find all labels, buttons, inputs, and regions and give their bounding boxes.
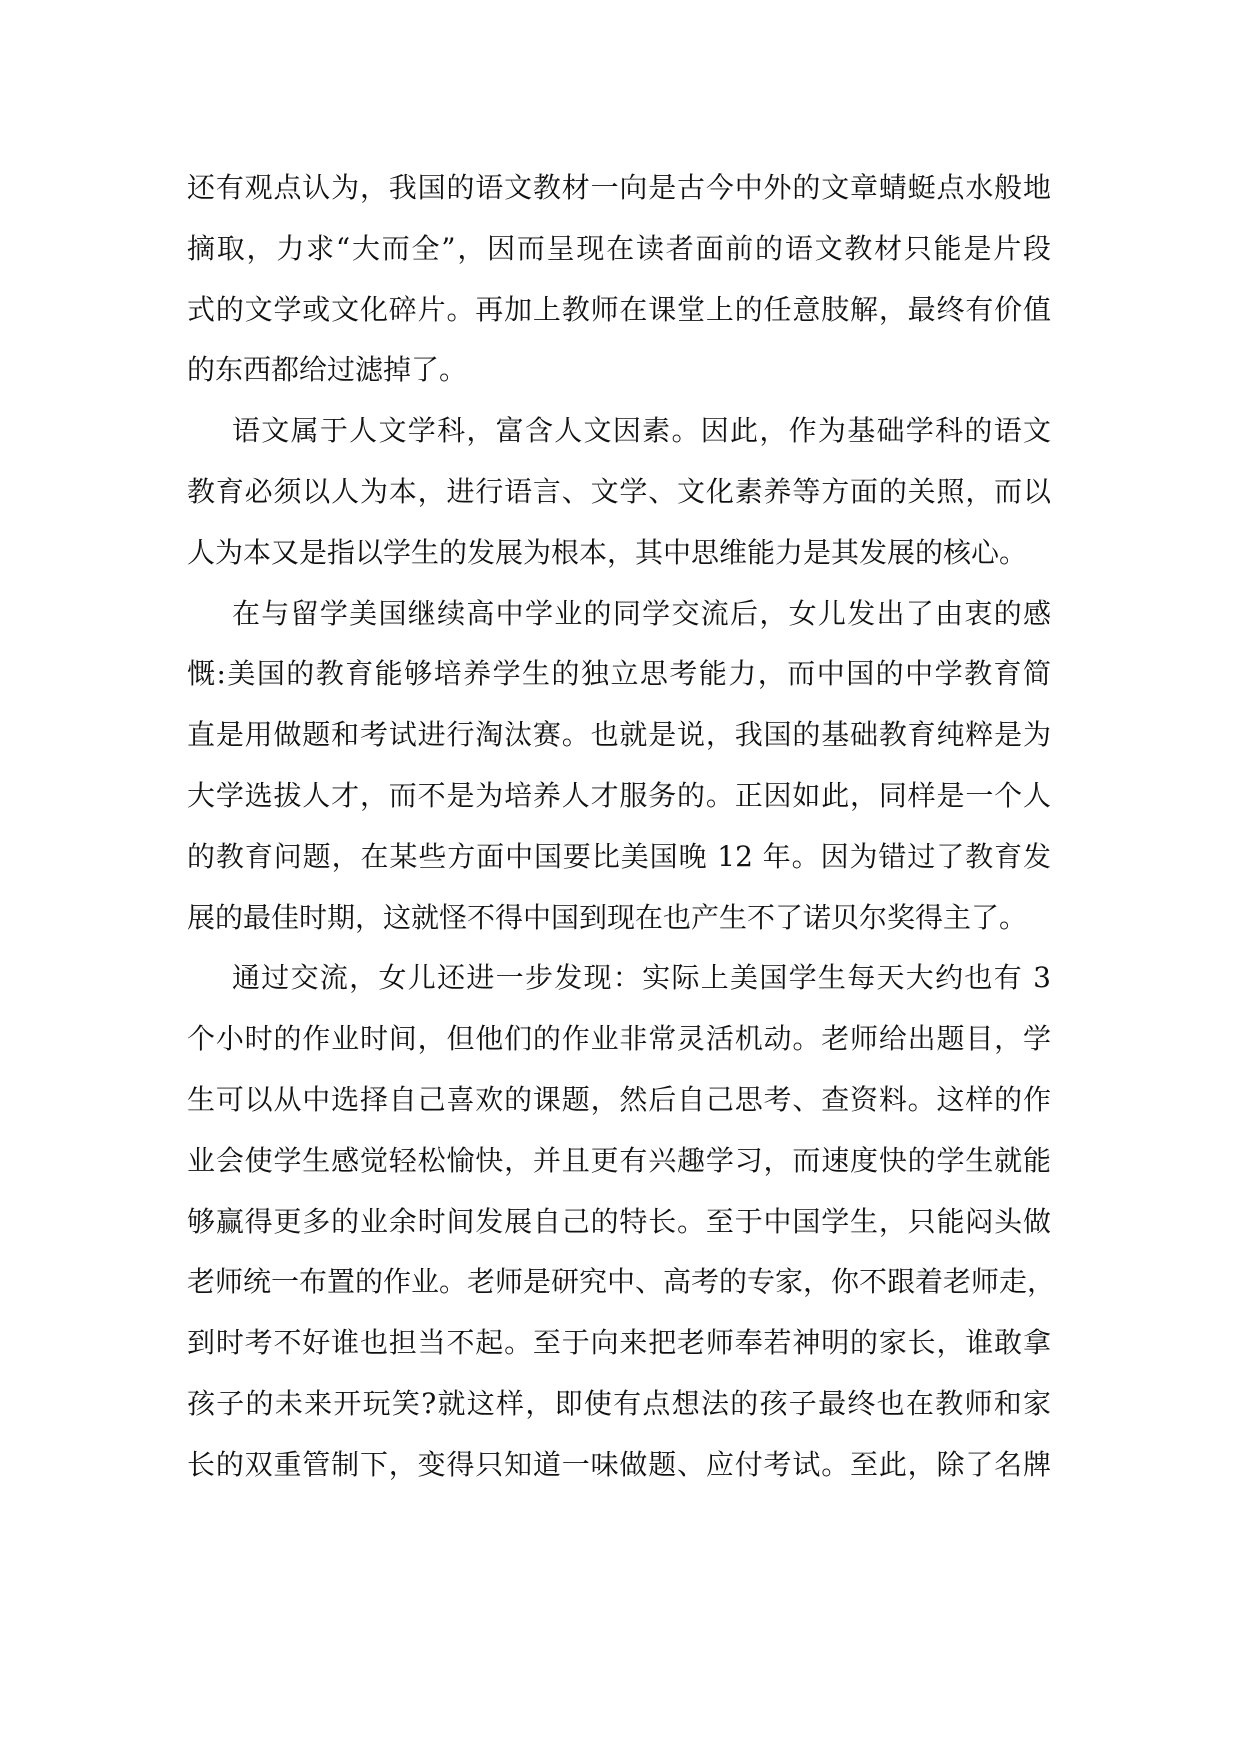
text-line: 够赢得更多的业余时间发展自己的特长。至于中国学生，只能闷头做 [187,1204,1051,1238]
text-line: 通过交流，女儿还进一步发现：实际上美国学生每天大约也有 3 [232,961,1051,995]
text-line: 业会使学生感觉轻松愉快，并且更有兴趣学习，而速度快的学生就能 [187,1143,1051,1177]
text-line: 个小时的作业时间，但他们的作业非常灵活机动。老师给出题目，学 [187,1022,1051,1056]
text-line: 的教育问题，在某些方面中国要比美国晚 12 年。因为错过了教育发 [187,839,1051,873]
text-line: 在与留学美国继续高中学业的同学交流后，女儿发出了由衷的感 [232,596,1051,630]
text-line: 孩子的未来开玩笑?就这样，即使有点想法的孩子最终也在教师和家 [187,1386,1051,1420]
text-line: 的东西都给过滤掉了。 [187,353,468,387]
text-line: 展的最佳时期，这就怪不得中国到现在也产生不了诺贝尔奖得主了。 [187,900,1028,934]
text-line: 到时考不好谁也担当不起。至于向来把老师奉若神明的家长，谁敢拿 [187,1326,1051,1360]
body-text [187,158,1056,1496]
text-line: 直是用做题和考试进行淘汰赛。也就是说，我国的基础教育纯粹是为 [187,718,1051,752]
text-line: 语文属于人文学科，富含人文因素。因此，作为基础学科的语文 [232,414,1051,448]
text-line: 摘取，力求“大而全”，因而呈现在读者面前的语文教材只能是片段 [187,231,1051,265]
text-line: 慨:美国的教育能够培养学生的独立思考能力，而中国的中学教育简 [187,657,1051,691]
text-line: 大学选拔人才，而不是为培养人才服务的。正因如此，同样是一个人 [187,778,1051,812]
text-line: 人为本又是指以学生的发展为根本，其中思维能力是其发展的核心。 [187,535,1028,569]
text-line: 老师统一布置的作业。老师是研究中、高考的专家，你不跟着老师走， [187,1265,1056,1299]
text-line: 式的文学或文化碎片。再加上教师在课堂上的任意肢解，最终有价值 [187,292,1051,326]
text-line: 教育必须以人为本，进行语言、文学、文化素养等方面的关照，而以 [187,474,1051,508]
text-line: 还有观点认为，我国的语文教材一向是古今中外的文章蜻蜓点水般地 [187,171,1051,204]
text-line: 生可以从中选择自己喜欢的课题，然后自己思考、查资料。这样的作 [187,1082,1051,1116]
text-line: 长的双重管制下，变得只知道一味做题、应付考试。至此，除了名牌 [187,1447,1051,1481]
